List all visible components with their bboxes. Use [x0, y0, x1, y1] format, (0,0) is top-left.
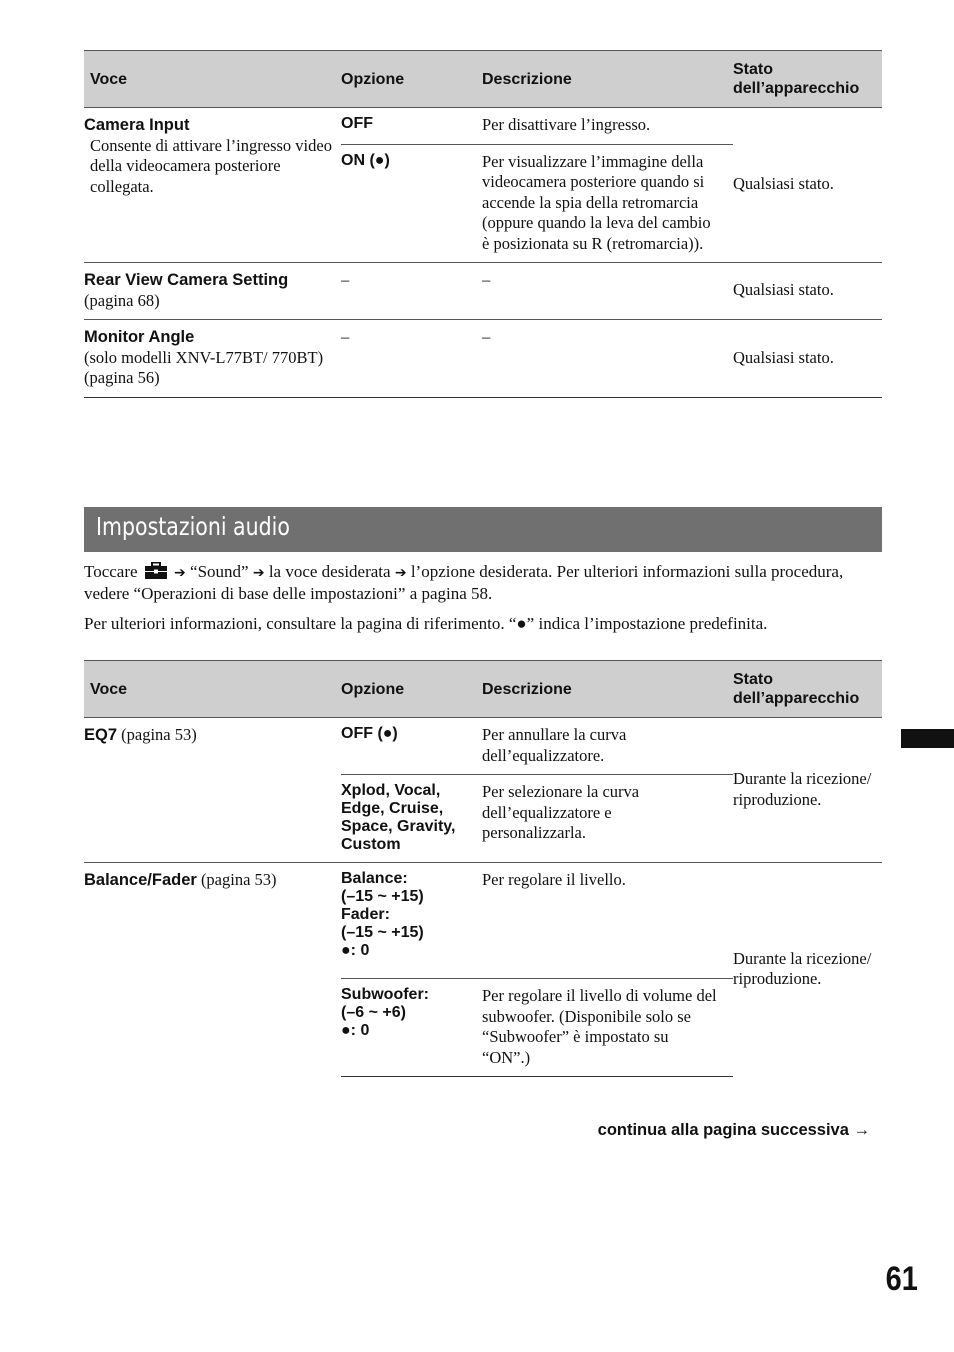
header-stato: Stato dell’apparecchio: [733, 51, 882, 108]
table-row: [84, 718, 882, 775]
state-cell: Qualsiasi stato.: [733, 108, 882, 263]
table-row: [84, 863, 882, 979]
table-row: [84, 320, 882, 398]
item-name: Rear View Camera Setting: [84, 271, 289, 289]
continue-next-page: continua alla pagina successiva →: [597, 1121, 870, 1139]
description-cell: –: [482, 263, 733, 320]
header-opzione: Opzione: [341, 51, 482, 108]
option-line: (–15 ~ +15): [341, 888, 424, 905]
section-tab-marker: [901, 729, 954, 748]
option-line: (–15 ~ +15): [341, 924, 424, 941]
toolbox-icon: [145, 562, 167, 579]
section-title: Impostazioni audio: [96, 512, 290, 541]
arrow-right-icon: ➔: [394, 565, 407, 581]
option-off: OFF: [341, 115, 373, 132]
option-cell: [341, 775, 482, 863]
option-on: ON (●): [341, 151, 390, 169]
description-cell: Per regolare il livello.: [482, 863, 733, 979]
settings-table-camera: [84, 50, 882, 398]
option-cell: –: [341, 320, 482, 398]
description-cell: Per regolare il livello di volume del subwoofer. (Disponibile solo se “Subwoofer” è impostato su “ON”.): [482, 979, 733, 1077]
option-cell: –: [341, 263, 482, 320]
option-line: ●: 0: [341, 1022, 370, 1039]
state-cell: Qualsiasi stato.: [733, 320, 882, 398]
text-opzione: l’opzione desiderata. Per ulteriori informazioni sulla procedura, vedere “Operazioni di base delle impostazioni” a pagina 58.: [84, 562, 844, 603]
page-number: 61: [885, 1260, 918, 1298]
arrow-right-icon: ➔: [174, 565, 186, 581]
option-line: Fader:: [341, 906, 390, 923]
instruction-paragraph: [84, 562, 882, 604]
reference-paragraph: Per ulteriori informazioni, consultare la pagina di riferimento. “●” indica l’impostazione predefinita.: [84, 614, 768, 633]
text-voce: la voce desiderata: [268, 562, 391, 581]
option-line: Balance:: [341, 870, 408, 887]
item-description: Consente di attivare l’ingresso video della videocamera posteriore collegata.: [90, 135, 332, 196]
header-voce: Voce: [84, 661, 341, 718]
settings-table-audio: [84, 660, 882, 1077]
option-cell: [341, 863, 482, 979]
item-name: EQ7: [84, 726, 118, 744]
header-descrizione: Descrizione: [482, 51, 733, 108]
arrow-right-icon: ➔: [252, 565, 265, 581]
option-off-default: OFF (●): [341, 725, 398, 742]
description-cell: Per disattivare l’ingresso.: [482, 108, 733, 145]
item-name: Camera Input: [84, 116, 190, 134]
item-name: Monitor Angle: [84, 328, 195, 346]
option-line: (–6 ~ +6): [341, 1004, 406, 1021]
item-page-ref: (pagina 53): [121, 725, 197, 744]
item-page-ref: (pagina 53): [200, 870, 277, 889]
header-opzione: Opzione: [341, 661, 482, 718]
item-camera-input: [84, 108, 341, 263]
state-cell: Durante la ricezione/ riproduzione.: [733, 863, 882, 1077]
option-line: Subwoofer:: [341, 986, 429, 1003]
header-voce: Voce: [84, 51, 341, 108]
table-header-row: [84, 51, 882, 108]
option-eq-presets: Xplod, Vocal, Edge, Cruise, Space, Gravity, Custom: [341, 782, 456, 853]
text-sound: “Sound”: [190, 562, 249, 581]
item-eq7: [84, 718, 341, 863]
item-balance-fader: [84, 863, 341, 1077]
option-cell: [341, 108, 482, 145]
description-cell: Per selezionare la curva dell’equalizzatore e personalizzarla.: [482, 775, 733, 863]
description-cell: Per annullare la curva dell’equalizzatore.: [482, 718, 733, 775]
state-cell: Durante la ricezione/ riproduzione.: [733, 718, 882, 863]
description-cell: Per visualizzare l’immagine della videocamera posteriore quando si accende la spia della retromarcia (oppure quando la leva del cambio è posizionata su R (retromarcia)).: [482, 144, 733, 263]
option-cell: [341, 144, 482, 263]
text-toccare: Toccare: [84, 562, 138, 581]
section-header: [84, 507, 882, 552]
item-page-ref: (pagina 68): [84, 290, 160, 310]
table-header-row: [84, 661, 882, 718]
option-cell: [341, 979, 482, 1077]
table-row: [84, 263, 882, 320]
option-line: ●: 0: [341, 942, 370, 959]
description-cell: –: [482, 320, 733, 398]
header-descrizione: Descrizione: [482, 661, 733, 718]
item-monitor-angle: [84, 320, 341, 398]
item-rear-view-camera: [84, 263, 341, 320]
option-cell: [341, 718, 482, 775]
state-cell: Qualsiasi stato.: [733, 263, 882, 320]
item-page-ref: (solo modelli XNV-L77BT/ 770BT) (pagina 56): [84, 347, 324, 387]
table-row: [84, 108, 882, 145]
header-stato: Stato dell’apparecchio: [733, 661, 882, 718]
item-name: Balance/Fader: [84, 871, 197, 889]
